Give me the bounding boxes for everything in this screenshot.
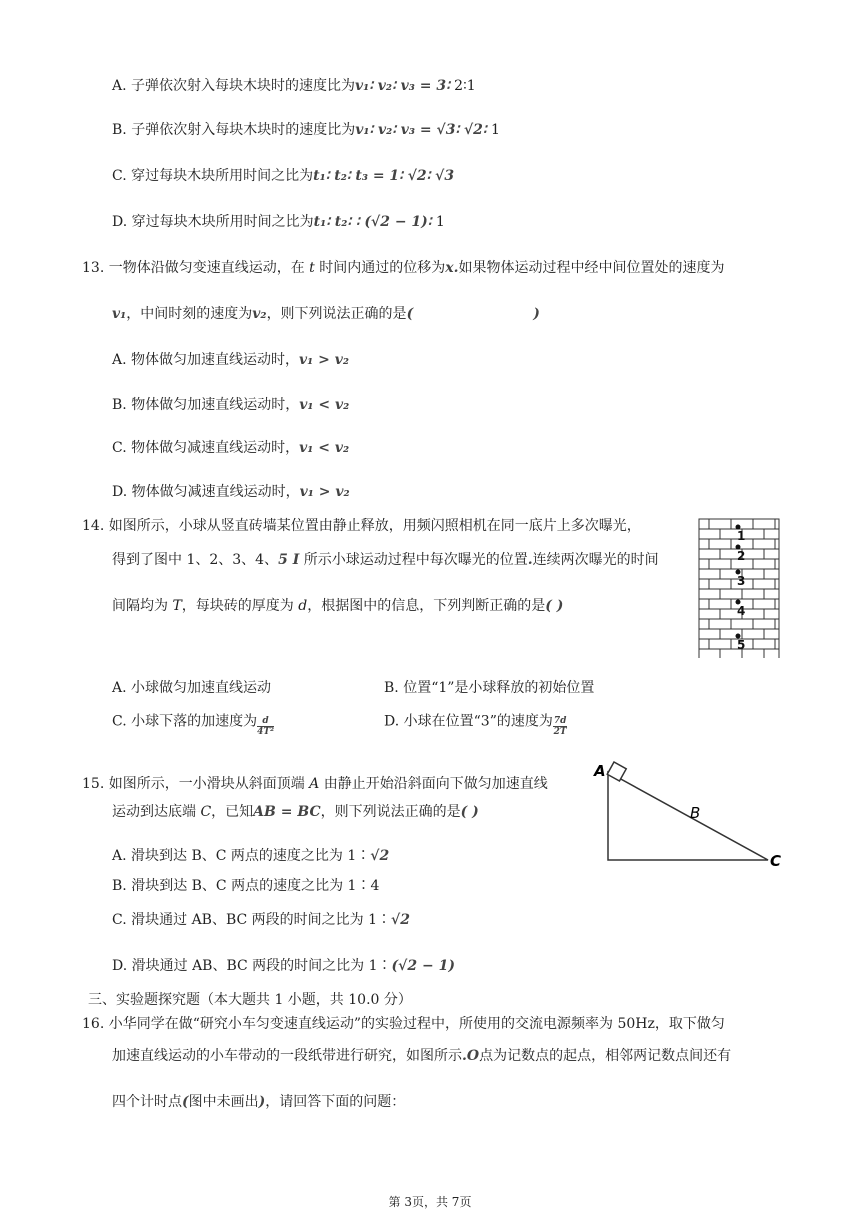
q16-stem-text2: 点为记数点的起点，相邻两记数点间还有 (479, 1048, 732, 1064)
q15-a-math: √2 (370, 848, 390, 864)
q15-stem-text2: 由静止开始沿斜面向下做匀加速直线 (319, 776, 548, 792)
incline-label-c: C (770, 852, 782, 868)
q13-a-text: A. 物体做匀加速直线运动时， (112, 352, 300, 368)
q14-c-den: 4T² (257, 727, 275, 737)
q14-stem-line3 (112, 596, 563, 616)
q14-d-fraction (553, 716, 568, 737)
q16-stem-text3: 四个计时点 (112, 1094, 182, 1110)
ball-label-2: 2 (737, 549, 746, 563)
q13-stem-text5: ，则下列说法正确的是 (266, 306, 407, 322)
q13-answer-paren-open: ( (406, 306, 414, 322)
q15-answer-paren: ( ) (460, 804, 479, 820)
q15-stem-text3: 运动到达底端 (112, 804, 201, 820)
q15-a-text: A. 滑块到达 B、C 两点的速度之比为 1∶ (112, 848, 371, 864)
q13-var-v2: v₂ (252, 306, 267, 322)
q13-option-a (112, 350, 349, 370)
q15-stem-line1 (82, 774, 548, 794)
q14-stem-line2 (112, 550, 659, 570)
q12-option-d (112, 212, 445, 232)
q14-stem-text3: 连续两次曝光的时间 (532, 552, 659, 568)
page-footer: 第 3页，共 7页 (388, 1195, 472, 1209)
q12-b-suffix: 1 (486, 122, 500, 138)
brick-wall-figure (698, 518, 780, 658)
q13-stem-text4: ，中间时刻的速度为 (126, 306, 253, 322)
q12-b-text: B. 子弹依次射入每块木块时的速度比为 (112, 122, 356, 138)
q14-stem-text5: ，每块砖的厚度为 (181, 598, 299, 614)
q14-stem-bold5: 5 I (278, 552, 300, 568)
q14-var-d: d (298, 598, 308, 614)
q16-stem-text5: ，请回答下面的问题： (265, 1094, 406, 1110)
q13-b-math: v₁ < v₂ (299, 397, 350, 413)
q13-var-x: x. (445, 260, 459, 276)
q15-option-a (112, 846, 389, 866)
ball-label-5: 5 (737, 638, 746, 652)
q13-option-b (112, 395, 349, 415)
q13-option-d (112, 482, 350, 502)
incline-figure (590, 756, 790, 868)
ball-label-1: 1 (737, 529, 746, 543)
q14-stem-text6: ，根据图中的信息，下列判断正确的是 (307, 598, 546, 614)
q14-c-text: C. 小球下落的加速度为 (112, 713, 258, 730)
q13-c-math: v₁ < v₂ (299, 440, 350, 456)
q14-c-num: d (257, 716, 274, 727)
q12-d-suffix: 1 (431, 214, 445, 230)
q13-stem-text2: 时间内通过的位移为 (314, 260, 446, 276)
incline-label-b: B (690, 804, 701, 822)
q12-option-c (112, 166, 454, 186)
q15-stem-text4: ，已知 (211, 804, 254, 820)
q15-c-math: √2 (391, 912, 410, 928)
q14-stem-line1: 14. 如图所示，小球从竖直砖墙某位置由静止释放，用频闪照相机在同一底片上多次曝光， (82, 518, 641, 534)
q15-d-text: D. 滑块通过 AB、BC 两段的时间之比为 1∶ (112, 958, 392, 974)
q12-c-text: C. 穿过每块木块所用时间之比为 (112, 168, 314, 184)
q15-d-math: (√2 − 1) (391, 958, 455, 974)
q16-stem-text4: 图中未画出 (188, 1094, 259, 1110)
q15-option-d (112, 956, 455, 976)
ball-label-4: 4 (737, 604, 746, 618)
q14-option-c (112, 706, 274, 737)
q12-a-suffix: 2∶1 (449, 78, 476, 94)
q13-d-text: D. 物体做匀减速直线运动时， (112, 484, 300, 500)
q14-d-den: 2T (553, 727, 567, 737)
q12-c-math: t₁∶ t₂∶ t₃ = 1∶ √2∶ √3 (313, 168, 455, 184)
incline-triangle (608, 772, 768, 860)
q14-d-text: D. 小球在位置“3”的速度为 (384, 713, 553, 730)
q12-a-text: A. 子弹依次射入每块木块时的速度比为 (112, 78, 356, 94)
q14-option-d (384, 706, 567, 737)
q13-c-text: C. 物体做匀减速直线运动时， (112, 440, 300, 456)
q12-option-a (112, 76, 476, 96)
q14-option-b: B. 位置“1”是小球释放的初始位置 (384, 680, 595, 696)
q14-var-T: T (172, 598, 182, 614)
q14-stem-text2: 所示小球运动过程中每次曝光的位置 (299, 552, 528, 568)
q12-option-b (112, 120, 500, 140)
q13-b-text: B. 物体做匀加速直线运动时， (112, 397, 300, 413)
q13-stem-line1 (82, 258, 725, 278)
q16-var-O: .O (462, 1048, 480, 1064)
q13-answer-paren-close: ) (533, 306, 540, 322)
q16-stem-line2 (112, 1046, 731, 1066)
section3-title: 三、实验题探究题（本大题共 1 小题，共 10.0 分） (88, 992, 412, 1008)
incline-label-a: A (594, 762, 606, 780)
q15-stem-line2 (112, 802, 479, 822)
q15-var-C: C (200, 804, 212, 820)
q13-var-t: t (309, 260, 315, 276)
q15-var-A: A (309, 776, 320, 792)
q13-stem-text: 13. 一物体沿做匀变速直线运动，在 (82, 260, 310, 276)
q13-a-math: v₁ > v₂ (299, 352, 350, 368)
q15-c-text: C. 滑块通过 AB、BC 两段的时间之比为 1∶ (112, 912, 392, 928)
q15-stem-text5: ，则下列说法正确的是 (320, 804, 461, 820)
q15-stem-text: 15. 如图所示，一小滑块从斜面顶端 (82, 776, 310, 792)
q16-stem-line1: 16. 小华同学在做“研究小车匀变速直线运动”的实验过程中，所使用的交流电源频率为 50Hz，取下做匀 (82, 1016, 725, 1032)
q13-var-v1: v₁ (112, 306, 127, 322)
q12-a-math: v₁∶ v₂∶ v₃ = 3∶ (355, 78, 450, 94)
q12-d-math: t₁∶ t₂∶ ∶ (√2 − 1)∶ (313, 214, 432, 230)
ball-label-3: 3 (737, 574, 746, 588)
q15-math-ab-bc: AB = BC (253, 804, 321, 820)
q14-stem-text4: 间隔均为 (112, 598, 173, 614)
q16-stem-line3 (112, 1092, 405, 1112)
q13-stem-line2 (112, 304, 540, 324)
q13-stem-text3: 如果物体运动过程中经中间位置处的速度为 (458, 260, 725, 276)
q14-c-fraction (257, 716, 274, 737)
q14-option-a: A. 小球做匀加速直线运动 (112, 680, 272, 696)
q14-d-num: 7d (553, 716, 567, 726)
q15-option-b: B. 滑块到达 B、C 两点的速度之比为 1∶4 (112, 878, 380, 894)
q16-paren-close: ) (258, 1094, 266, 1110)
q13-d-math: v₁ > v₂ (299, 484, 350, 500)
q13-option-c (112, 438, 349, 458)
slider-block (607, 762, 626, 781)
q16-paren-open: ( (182, 1094, 189, 1110)
q14-answer-paren: ( ) (545, 598, 564, 614)
q14-stem-dot: . (527, 552, 533, 568)
q12-b-math: v₁∶ v₂∶ v₃ = √3∶ √2∶ (355, 122, 487, 138)
q15-option-c (112, 910, 410, 930)
q16-stem-text: 加速直线运动的小车带动的一段纸带进行研究，如图所示 (112, 1048, 462, 1064)
q14-stem-text: 得到了图中 1、2、3、4、 (112, 552, 279, 568)
q12-d-text: D. 穿过每块木块所用时间之比为 (112, 214, 314, 230)
